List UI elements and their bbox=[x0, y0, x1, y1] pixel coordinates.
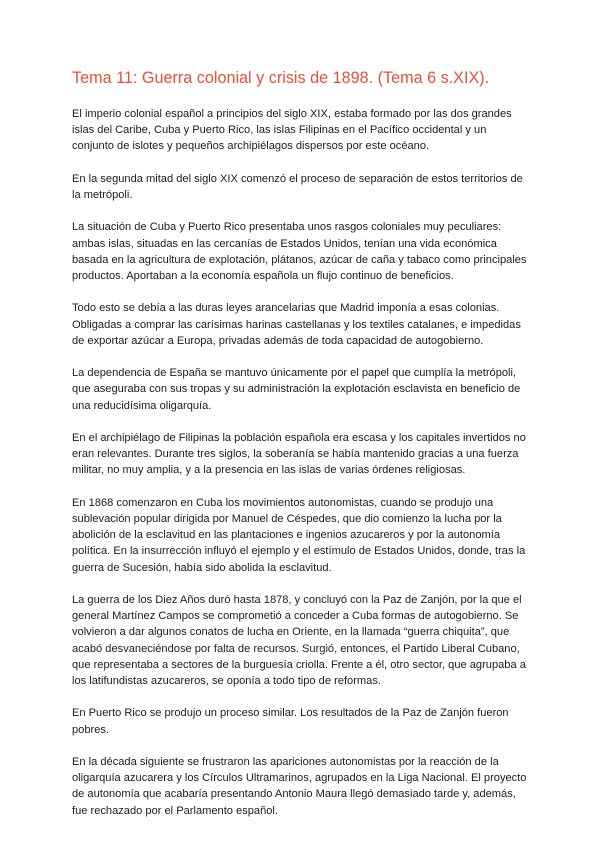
document-body bbox=[72, 106, 530, 835]
paragraph: El imperio colonial español a principios del siglo XIX, estaba formado por las dos grandes islas del Caribe, Cuba y Puerto Rico, las islas Filipinas en el Pacífico occidental y un conjunto de islotes y pequeños archipiélagos dispersos por este océano. bbox=[72, 108, 512, 153]
paragraph: En la década siguiente se frustraron las apariciones autonomistas por la reacción de la oligarquía azucarera y los Círculos Ultramarinos, agrupados en la Liga Nacional. El proyecto de autonomía que acabaría presentando Antonio Maura llegó demasiado tarde y, además, fue rechazado por el Parlamento español. bbox=[72, 755, 527, 817]
paragraph: En el archipiélago de Filipinas la población española era escasa y los capitales invertidos no eran relevantes. Durante tres siglos, la soberanía se había mantenido gracias a una fuerza militar, no muy amplia, y a la presencia en las islas de varias órdenes religiosas. bbox=[72, 431, 526, 477]
paragraph: En 1868 comenzaron en Cuba los movimientos autonomistas, cuando se produjo una sublevación popular dirigida por Manuel de Céspedes, que dio comienzo la lucha por la abolición de la esclavitud en las plantaciones e ingenios azucareros y por la autonomía política. En la insurrección influyó el ejemplo y el estímulo de Estados Unidos, donde, tras la guerra de Sucesión, había sido abolida la esclavitud. bbox=[72, 496, 526, 574]
paragraph: Todo esto se debía a las duras leyes arancelarias que Madrid imponía a esas colonias. Obligadas a comprar las carísimas harinas castellanas y los textiles catalanes, e impedidas de exportar azúcar a Europa, privadas además de toda capacidad de autogobierno. bbox=[72, 302, 521, 347]
document-title: Tema 11: Guerra colonial y crisis de 1898. (Tema 6 s.XIX). bbox=[72, 69, 490, 87]
paragraph: La guerra de los Diez Años duró hasta 1878, y concluyó con la Paz de Zanjón, por la que el general Martínez Campos se comprometió a conceder a Cuba formas de autogobierno. Se volvieron a dar algunos conatos de lucha en Oriente, en la llamada “guerra chiquita”, que acabó desvaneciéndose por falta de recursos. Surgió, entonces, el Partido Liberal Cubano, que representaba a sectores de la burguesía criolla. Frente a él, otro sector, que agrupaba a los latifundistas azucareros, se oponía a todo tipo de reformas. bbox=[72, 593, 526, 687]
paragraph: La situación de Cuba y Puerto Rico presentaba unos rasgos coloniales muy peculiares: ambas islas, situadas en las cercanías de Estados Unidos, tenían una vida económica basada en la agricultura de explotación, plátanos, azúcar de caña y tabaco como principales productos. Aportaban a la economía española un flujo continuo de beneficios. bbox=[72, 221, 527, 282]
paragraph: La dependencia de España se mantuvo únicamente por el papel que cumplía la metrópoli, que aseguraba con sus tropas y su administración la explotación esclavista en beneficio de una reducidísima oligarquía. bbox=[72, 367, 521, 412]
paragraph: En la segunda mitad del siglo XIX comenzó el proceso de separación de estos territorios de la metrópoli. bbox=[72, 172, 523, 201]
paragraph: En Puerto Rico se produjo un proceso similar. Los resultados de la Paz de Zanjón fueron pobres. bbox=[72, 707, 509, 736]
